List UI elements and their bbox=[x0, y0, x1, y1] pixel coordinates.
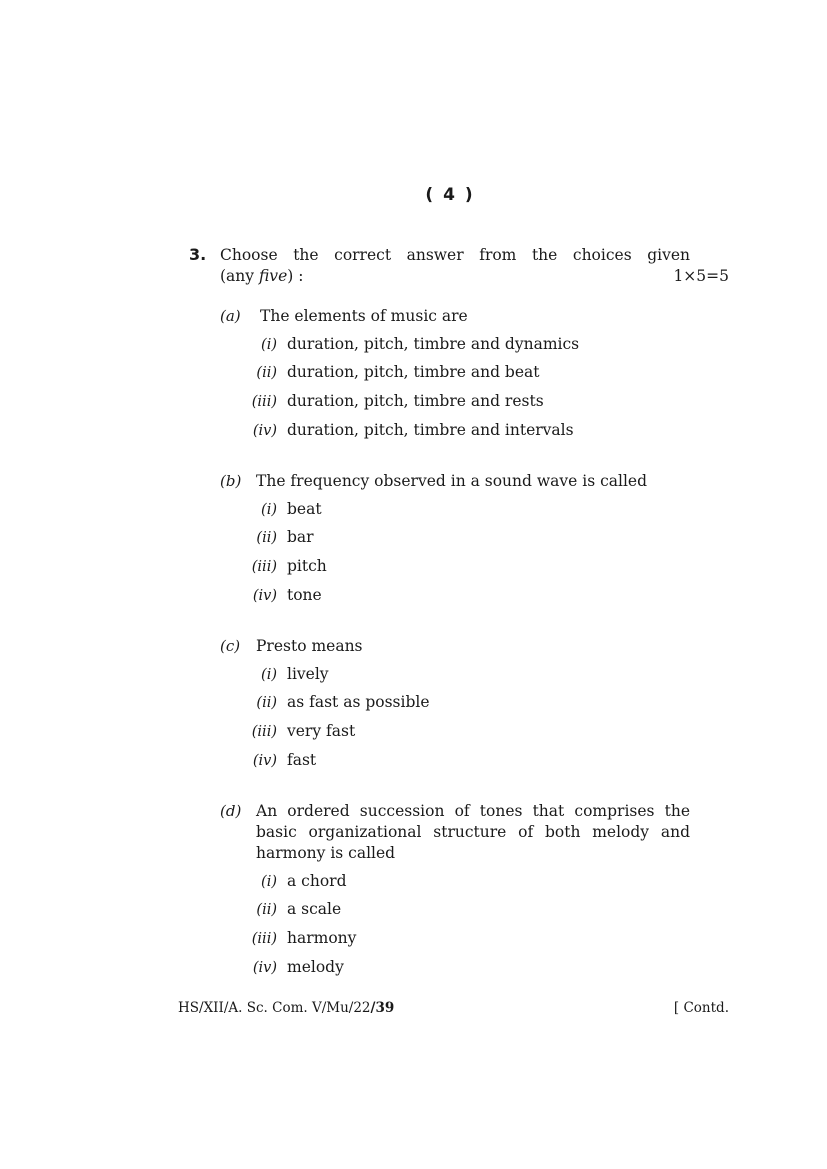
option-text: lively bbox=[287, 665, 329, 683]
subquestion-text: The frequency observed in a sound wave is called bbox=[256, 472, 648, 490]
option-label: (i) bbox=[261, 502, 277, 518]
question-marks: 1×5=5 bbox=[673, 267, 729, 285]
page-number: ( 4 ) bbox=[425, 185, 475, 205]
option-text: bar bbox=[287, 528, 314, 546]
option-label: (iv) bbox=[252, 753, 277, 769]
option-label: (ii) bbox=[256, 530, 277, 546]
option-text: a chord bbox=[287, 872, 347, 890]
option-label: (ii) bbox=[256, 365, 277, 381]
option-label: (iii) bbox=[251, 394, 277, 410]
option-label: (iii) bbox=[251, 559, 277, 575]
option-text: a scale bbox=[287, 900, 342, 918]
option-text: duration, pitch, timbre and intervals bbox=[287, 421, 574, 439]
subquestion-label: (d) bbox=[220, 802, 242, 820]
option-label: (iii) bbox=[251, 931, 277, 947]
option-text: duration, pitch, timbre and rests bbox=[287, 392, 544, 410]
option-text: fast bbox=[287, 751, 317, 769]
option-text: beat bbox=[287, 500, 322, 518]
option-text: duration, pitch, timbre and dynamics bbox=[287, 335, 580, 353]
subquestion-text: The elements of music are bbox=[260, 307, 468, 325]
paper-code: HS/XII/A. Sc. Com. V/Mu/22/39 bbox=[178, 1000, 395, 1016]
option-label: (iii) bbox=[251, 724, 277, 740]
option-label: (iv) bbox=[252, 423, 277, 439]
option-text: very fast bbox=[287, 722, 356, 740]
contd-label: [ Contd. bbox=[673, 1000, 729, 1016]
option-label: (iv) bbox=[252, 588, 277, 604]
subquestion-text: An ordered succession of tones that comprises the basic organizational structure of both melody and harmony is called bbox=[256, 802, 690, 862]
option-text: as fast as possible bbox=[287, 693, 430, 711]
option-label: (i) bbox=[261, 337, 277, 353]
question-instruction-line2: (any five) : bbox=[220, 267, 304, 285]
option-text: melody bbox=[287, 958, 344, 976]
option-label: (i) bbox=[261, 667, 277, 683]
option-label: (ii) bbox=[256, 695, 277, 711]
question-number: 3. bbox=[189, 245, 207, 264]
option-text: harmony bbox=[287, 929, 357, 947]
question-instruction: Choose the correct answer from the choices given bbox=[220, 246, 690, 264]
subquestion-label: (a) bbox=[220, 307, 241, 325]
option-label: (i) bbox=[261, 874, 277, 890]
option-text: duration, pitch, timbre and beat bbox=[287, 363, 540, 381]
option-text: pitch bbox=[287, 557, 327, 575]
subquestion-text: Presto means bbox=[256, 637, 363, 655]
subquestion-label: (c) bbox=[220, 637, 241, 655]
subquestion-label: (b) bbox=[220, 472, 242, 490]
option-text: tone bbox=[287, 586, 322, 604]
option-label: (iv) bbox=[252, 960, 277, 976]
option-label: (ii) bbox=[256, 902, 277, 918]
